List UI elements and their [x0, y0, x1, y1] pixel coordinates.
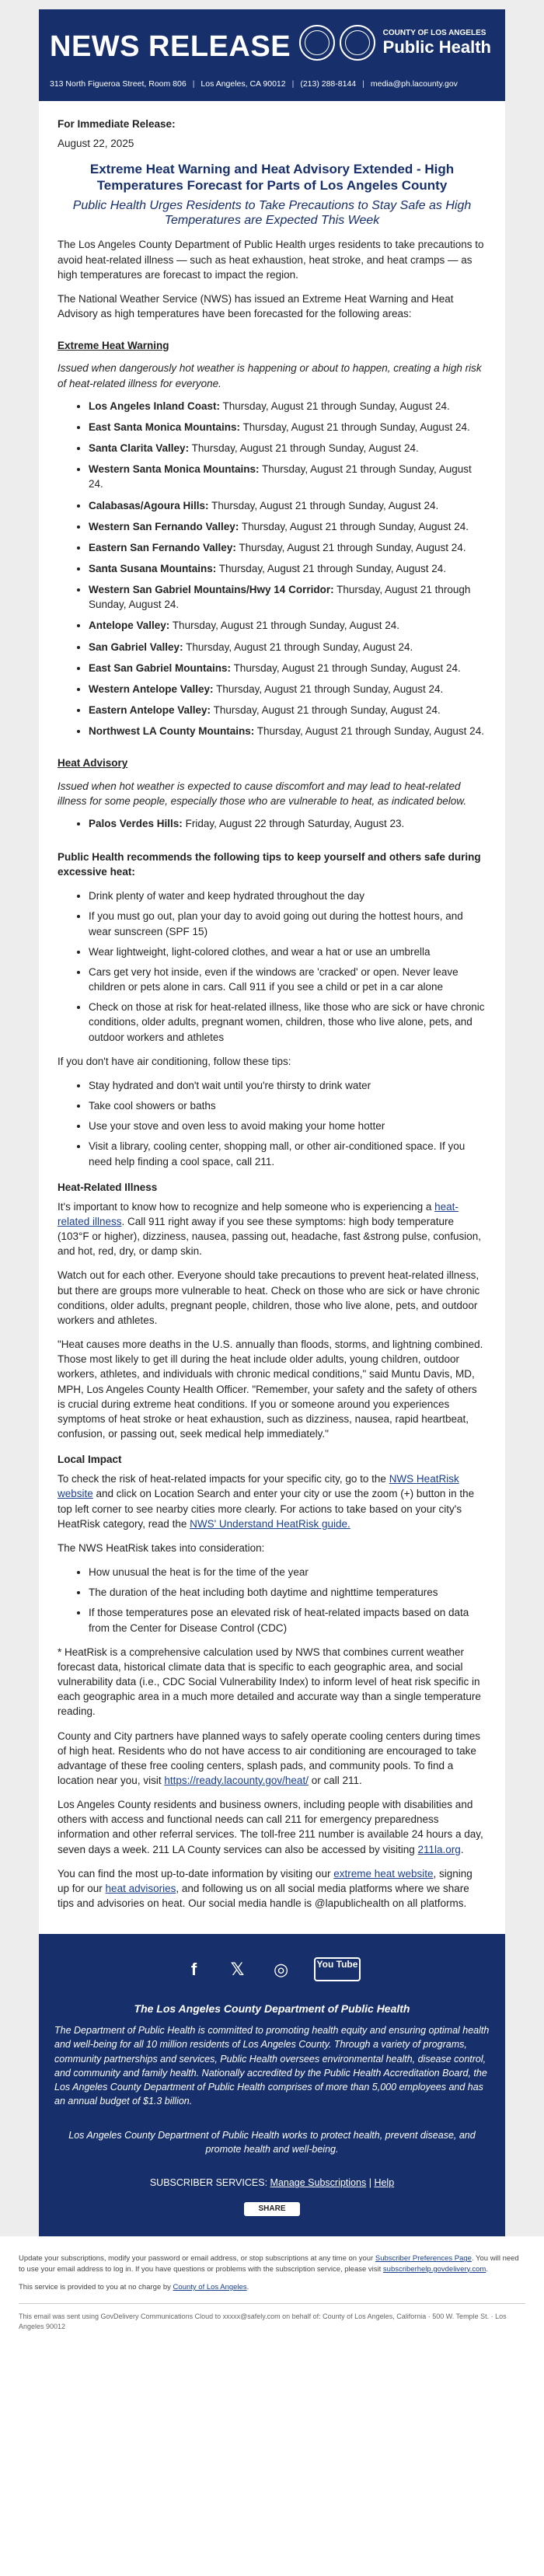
heat-advisories-link[interactable]: heat advisories [105, 1882, 176, 1894]
warning-title: Extreme Heat Warning [58, 340, 169, 352]
tips-list [89, 888, 486, 1044]
phone: (213) 288-8144 [300, 79, 357, 89]
subheadline: Public Health Urges Residents to Take Precautions to Stay Safe as High Temperatures are Expected This Week [72, 199, 472, 228]
tips-heading: Public Health recommends the following tips to keep yourself and others safe during excessive heat: [58, 851, 481, 878]
nws-heatrisk-guide-link[interactable]: NWS' Understand HeatRisk guide. [190, 1517, 350, 1530]
county-of-los-angeles-link[interactable]: County of Los Angeles [173, 2282, 247, 2292]
local-paragraph-1: To check the risk of heat-related impacts for your specific city, go to the NWS HeatRisk website and click on Location Search and enter your city or use the zoom (+) button in the top left corner to see nearby cities more clearly. For actions to take based on your city's HeatRisk category, read the NWS' Understand HeatRisk guide. [58, 1473, 475, 1530]
list-item: • Antelope Valley: Thursday, August 21 through Sunday, August 24. [89, 618, 486, 633]
local-paragraph-6: You can find the most up-to-date information by visiting our extreme heat website, signing up for our heat advisories, and following us on all social media platforms where we share tips and advisories on heat. Our social media handle is @lapublichealth on all platforms. [58, 1867, 473, 1910]
city: Los Angeles, CA 90012 [201, 79, 286, 89]
article-body [39, 101, 505, 1934]
list-item: • Palos Verdes Hills: Friday, August 22 through Saturday, August 23. [89, 816, 486, 831]
local-paragraph-3: * HeatRisk is a comprehensive calculation used by NWS that combines current weather forecast data, historical climate data that is specific to each geographic area, and social vulnerability data (i.e., CDC Social Vulnerability Index) to inform level of heat risk specific in each geographic area in a much more detailed and accurate way than a single temperature reading. [58, 1646, 481, 1718]
list-item: • Take cool showers or baths [89, 1098, 486, 1113]
gov-paragraph-1: Update your subscriptions, modify your password or email address, or stop subscriptions at any time on your Subscriber Preferences Page. You will need to use your email address to log in. If you have questions or problems with the subscription service, please visit subscriberhelp.govdelivery.com. [19, 2254, 519, 2274]
list-item: • Cars get very hot inside, even if the windows are 'cracked' or open. Never leave children or pets alone in cars. Call 911 if you see a child or pet in a car alone [89, 965, 486, 994]
list-item: • If those temperatures pose an elevated risk of heat-related impacts based on data from the Center for Disease Control (CDC) [89, 1605, 486, 1635]
list-item: • Western Santa Monica Mountains: Thursday, August 21 through Sunday, August 24. [89, 462, 486, 491]
news-release-title: NEWS RELEASE [50, 30, 291, 63]
subscriber-preferences-link[interactable]: Subscriber Preferences Page [375, 2254, 472, 2264]
list-item: • Santa Clarita Valley: Thursday, August 21 through Sunday, August 24. [89, 441, 486, 456]
share-button[interactable]: SHARE [244, 2202, 299, 2216]
list-item: • The duration of the heat including both daytime and nighttime temperatures [89, 1585, 486, 1600]
list-item: • Western Antelope Valley: Thursday, August 21 through Sunday, August 24. [89, 682, 486, 696]
list-item: • Check on those at risk for heat-related illness, like those who are sick or have chronic conditions, older adults, pregnant women, children, those who live alone, pets, and outdoor workers and athletes [89, 1000, 486, 1044]
local-impact-title: Local Impact [58, 1454, 122, 1466]
heat-related-illness-link[interactable]: heat-related illness [58, 1200, 459, 1227]
heatrisk-considerations-list [89, 1565, 486, 1635]
county-seal-icon [299, 25, 335, 61]
list-item: • Western San Gabriel Mountains/Hwy 14 Corridor: Thursday, August 21 through Sunday, August 24. [89, 582, 486, 612]
release-label: For Immediate Release: [58, 118, 176, 130]
list-item: • Western San Fernando Valley: Thursday, August 21 through Sunday, August 24. [89, 519, 486, 534]
govdelivery-footer [0, 2236, 544, 2347]
email: media@ph.lacounty.gov [370, 79, 458, 89]
public-health-logo-text: COUNTY OF LOS ANGELES Public Health [382, 29, 491, 57]
address: 313 North Figueroa Street, Room 806 [50, 79, 187, 89]
list-item: • Eastern Antelope Valley: Thursday, August 21 through Sunday, August 24. [89, 703, 486, 717]
x-twitter-icon[interactable]: 𝕏 [230, 1960, 245, 1980]
local-paragraph-5: Los Angeles County residents and business owners, including people with disabilities and others with access and functional needs can call 211 for emergency preparedness information and other referral services. The toll-free 211 number is available 24 hours a day, seven days a week. 211 LA County services can also be accessed by visiting 211la.org. [58, 1799, 483, 1855]
instagram-icon[interactable]: ◎ [273, 1960, 289, 1980]
youtube-icon[interactable]: You Tube [314, 1957, 361, 1981]
footer-about: The Department of Public Health is committed to promoting health equity and ensuring optimal health and well-being for all 10 million residents of Los Angeles County. Through a variety of programs, community partnerships and services, Public Health oversees environmental health, disease control, and community and family health. Nationally accredited by the Public Health Accreditation Board, the Los Angeles County Department of Public Health comprises of more than 5,000 employees and has an annual budget of $1.3 billion. [54, 2025, 490, 2107]
manage-subscriptions-link[interactable]: Manage Subscriptions [270, 2177, 367, 2189]
health-officer-quote: "Heat causes more deaths in the U.S. annually than floods, storms, and lightning combined. Those most likely to get ill during the heat include older adults, young children, outdoor workers, athletes, and individuals with chronic medical conditions," said Muntu Davis, MD, MPH, Los Angeles County Health Officer. "Remember, your safety and the safety of others is crucial during extreme heat conditions. If you or someone around you experiences symptoms of heat stroke or heat exhaustion, such as dizziness, nausea, rapid heartbeat, confusion, or passing out, seek medical help immediately." [58, 1339, 483, 1440]
list-item: • East San Gabriel Mountains: Thursday, August 21 through Sunday, August 24. [89, 661, 486, 675]
extreme-heat-website-link[interactable]: extreme heat website [333, 1867, 434, 1880]
headline: Extreme Heat Warning and Heat Advisory Extended - High Temperatures Forecast for Parts of Los Angeles County [89, 162, 455, 193]
release-date: August 22, 2025 [58, 138, 134, 150]
advisory-area-list [89, 816, 486, 831]
warning-area-list [89, 399, 486, 739]
warning-description: Issued when dangerously hot weather is happening or about to happen, creating a high risk of heat-related illness for everyone. [58, 362, 482, 389]
social-links [54, 1957, 490, 1981]
list-item: • Stay hydrated and don't wait until you're thirsty to drink water [89, 1078, 486, 1093]
gov-paragraph-2: This service is provided to you at no charge by County of Los Angeles. [19, 2282, 249, 2292]
list-item: • Calabasas/Agoura Hills: Thursday, August 21 through Sunday, August 24. [89, 498, 486, 513]
list-item: • Wear lightweight, light-colored clothes, and wear a hat or use an umbrella [89, 944, 486, 959]
list-item: • Eastern San Fernando Valley: Thursday, August 21 through Sunday, August 24. [89, 540, 486, 555]
sender-address: This email was sent using GovDelivery Communications Cloud to xxxxx@safely.com on behalf of: County of Los Angeles, California · 500 W. Temple St. · Los Angeles 90012 [19, 2312, 507, 2330]
public-health-seal-icon [340, 25, 375, 61]
list-item: • San Gabriel Valley: Thursday, August 21 through Sunday, August 24. [89, 640, 486, 654]
logo-group [299, 25, 491, 61]
illness-title: Heat-Related Illness [58, 1181, 158, 1193]
advisory-title: Heat Advisory [58, 757, 128, 770]
no-ac-intro: If you don't have air conditioning, follow these tips: [58, 1055, 291, 1067]
illness-paragraph-2: Watch out for each other. Everyone should take precautions to prevent heat-related illness, but there are groups more vulnerable to heat. Check on those who are sick or have chronic conditions, older adults, pregnant people, children, those who live alone, pets, and outdoor workers and athletes. [58, 1269, 480, 1326]
local-paragraph-2: The NWS HeatRisk takes into consideration: [58, 1541, 265, 1554]
footer-mission: Los Angeles County Department of Public Health works to protect health, prevent disease, and promote health and well-being. [68, 2130, 476, 2155]
list-item: • Use your stove and oven less to avoid making your home hotter [89, 1119, 486, 1133]
list-item: • Santa Susana Mountains: Thursday, August 21 through Sunday, August 24. [89, 561, 486, 576]
list-item: • If you must go out, plan your day to avoid going out during the hottest hours, and wear sunscreen (SPF 15) [89, 909, 486, 938]
no-ac-tips-list [89, 1078, 486, 1169]
subscriber-help-link[interactable]: subscriberhelp.govdelivery.com [382, 2264, 486, 2274]
footer [39, 1934, 505, 2236]
help-link[interactable]: Help [374, 2177, 395, 2189]
list-item: • Visit a library, cooling center, shopping mall, or other air-conditioned space. If you need help finding a cool space, call 211. [89, 1139, 486, 1168]
facebook-icon[interactable]: f [190, 1960, 197, 1980]
email-card [39, 9, 505, 2236]
list-item: • Drink plenty of water and keep hydrated throughout the day [89, 888, 486, 903]
list-item: • Northwest LA County Mountains: Thursday, August 21 through Sunday, August 24. [89, 724, 486, 738]
illness-paragraph-1: It's important to know how to recognize and help someone who is experiencing a heat-related illness. Call 911 right away if you see these symptoms: high body temperature (103°F or higher), dizziness, nausea, passing out, headache, fast &strong pulse, confusion, and hot, red, dry, or damp skin. [58, 1200, 481, 1258]
header-banner [39, 9, 505, 101]
list-item: • Los Angeles Inland Coast: Thursday, August 21 through Sunday, August 24. [89, 399, 486, 414]
list-item: • How unusual the heat is for the time of the year [89, 1565, 486, 1579]
list-item: • East Santa Monica Mountains: Thursday, August 21 through Sunday, August 24. [89, 420, 486, 435]
nws-heatrisk-link[interactable]: NWS HeatRisk website [58, 1473, 459, 1500]
contact-bar: 313 North Figueroa Street, Room 806 | Los Angeles, CA 90012 | (213) 288-8144 | media@ph.lacounty.gov [50, 79, 458, 89]
divider [19, 2303, 525, 2304]
subscriber-services: SUBSCRIBER SERVICES: Manage Subscriptions | Help [149, 2177, 395, 2189]
local-paragraph-4: County and City partners have planned ways to safely operate cooling centers during times of high heat. Residents who do not have access to air conditioning are encouraged to take advantage of these free cooling centers, splash pads, and community pools. To find a location near you, visit https://ready.lacounty.gov/heat/ or call 211. [58, 1730, 481, 1786]
intro-paragraph-1: The Los Angeles County Department of Public Health urges residents to take precautions to avoid heat-related illness — such as heat exhaustion, heat stroke, and heat cramps — as high temperatures are forecast to impact the region. [58, 239, 484, 281]
advisory-description: Issued when hot weather is expected to cause discomfort and may lead to heat-related illness for some people, especially those who are vulnerable to heat, as indicated below. [58, 780, 467, 807]
211la-link[interactable]: 211la.org [417, 1843, 461, 1855]
intro-paragraph-2: The National Weather Service (NWS) has issued an Extreme Heat Warning and Heat Advisory as high temperatures have been forecasted for the following areas: [58, 292, 454, 320]
ready-lacounty-heat-link[interactable]: https://ready.lacounty.gov/heat/ [164, 1774, 309, 1786]
footer-title: The Los Angeles County Department of Public Health [134, 2002, 410, 2016]
